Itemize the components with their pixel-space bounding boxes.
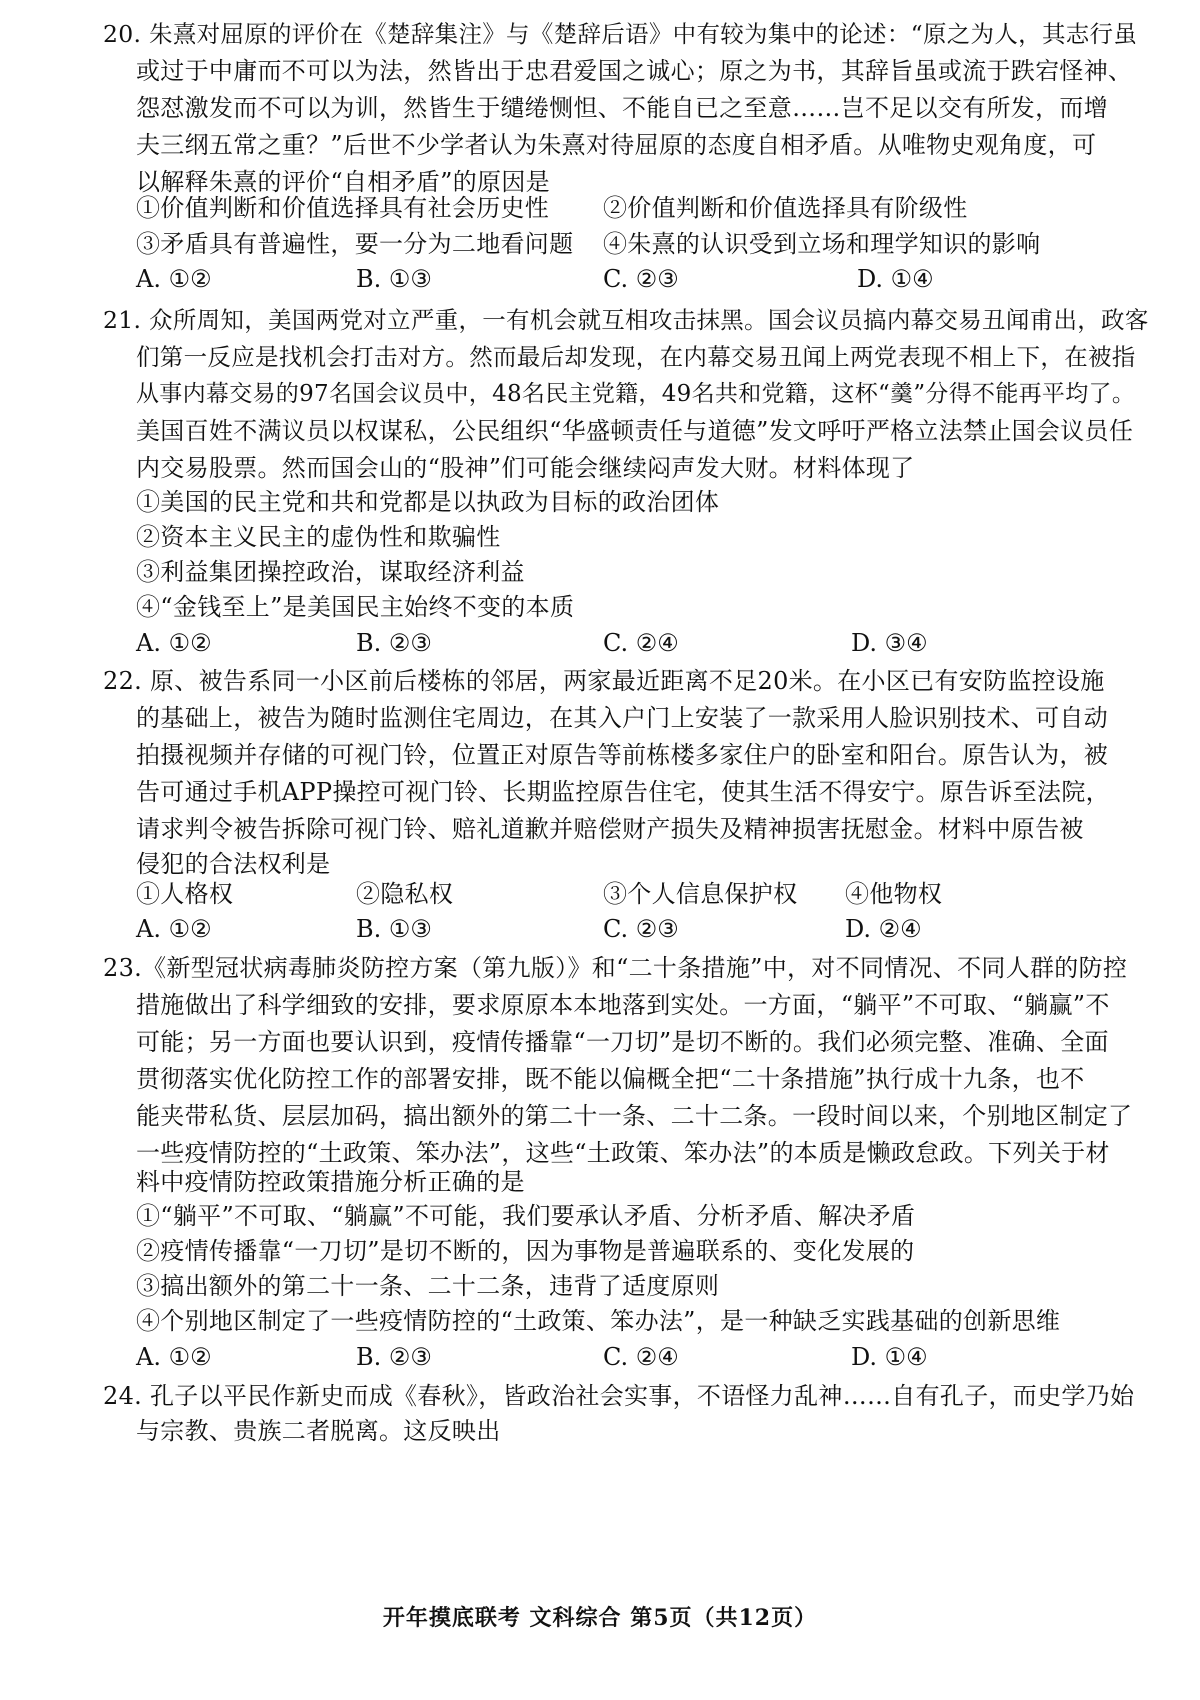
question-23-line-3: 可能；另一方面也要认识到，疫情传播靠“一刀切”是切不断的。我们必须完整、准确、全面 xyxy=(136,1028,1109,1056)
statement-23-4: ④个别地区制定了一些疫情防控的“土政策、笨办法”，是一种缺乏实践基础的创新思维 xyxy=(136,1307,1061,1335)
option-23-a: A. ①② xyxy=(136,1343,212,1371)
statement-22-2: ②隐私权 xyxy=(356,880,454,908)
options-23 xyxy=(0,1339,1200,1375)
option-20-a: A. ①② xyxy=(136,265,212,293)
option-21-b: B. ②③ xyxy=(356,629,432,657)
statement-22-4: ④他物权 xyxy=(845,880,943,908)
option-22-b: B. ①③ xyxy=(356,915,432,943)
question-24-line-2: 与宗教、贵族二者脱离。这反映出 xyxy=(136,1417,501,1445)
question-20-line-5: 以解释朱熹的评价“自相矛盾”的原因是 xyxy=(136,168,550,196)
statement-20-2: ②价值判断和价值选择具有阶级性 xyxy=(603,194,968,222)
option-20-d: D. ①④ xyxy=(857,265,934,293)
statement-20-1: ①价值判断和价值选择具有社会历史性 xyxy=(136,194,550,222)
question-21-line-3: 从事内幕交易的97名国会议员中，48名民主党籍，49名共和党籍，这杯“羹”分得不能再平均了。 xyxy=(136,381,1136,407)
question-20-line-3: 怨怼激发而不可以为训，然皆生于缱绻恻怛、不能自已之至意……岂不足以交有所发，而增 xyxy=(136,94,1108,122)
question-22-line-3: 拍摄视频并存储的可视门铃，位置正对原告等前栋楼多家住户的卧室和阳台。原告认为，被 xyxy=(136,741,1108,769)
options-21 xyxy=(0,625,1200,661)
question-21-line-4: 美国百姓不满议员以权谋私，公民组织“华盛顿责任与道德”发文呼吁严格立法禁止国会议员任 xyxy=(136,417,1134,445)
options-22 xyxy=(0,911,1200,947)
question-22-line-5: 请求判令被告拆除可视门铃、赔礼道歉并赔偿财产损失及精神损害抚慰金。材料中原告被 xyxy=(136,815,1084,843)
statement-20-3: ③矛盾具有普遍性，要一分为二地看问题 xyxy=(136,230,574,258)
question-23-line-2: 措施做出了科学细致的安排，要求原原本本地落到实处。一方面，“躺平”不可取、“躺赢”不 xyxy=(136,991,1110,1019)
question-21-line-5: 内交易股票。然而国会山的“股神”们可能会继续闷声发大财。材料体现了 xyxy=(136,454,915,482)
option-22-a: A. ①② xyxy=(136,915,212,943)
option-21-c: C. ②④ xyxy=(603,629,679,657)
option-20-b: B. ①③ xyxy=(356,265,432,293)
statement-21-1: ①美国的民主党和共和党都是以执政为目标的政治团体 xyxy=(136,488,720,516)
question-21-line-1: 21. 众所周知，美国两党对立严重，一有机会就互相攻击抹黑。国会议员搞内幕交易丑闻甫出，政客 xyxy=(103,306,1149,334)
question-20-line-2: 或过于中庸而不可以为法，然皆出于忠君爱国之诚心；原之为书，其辞旨虽或流于跌宕怪神、 xyxy=(136,57,1133,85)
statement-21-2: ②资本主义民主的虚伪性和欺骗性 xyxy=(136,523,501,551)
option-20-c: C. ②③ xyxy=(603,265,679,293)
question-20-line-1: 20. 朱熹对屈原的评价在《楚辞集注》与《楚辞后语》中有较为集中的论述：“原之为人，其志行虽 xyxy=(103,20,1138,48)
question-23-line-1: 23.《新型冠状病毒肺炎防控方案（第九版）》和“二十条措施”中，对不同情况、不同人群的防控 xyxy=(103,954,1128,982)
statement-21-4: ④“金钱至上”是美国民主始终不变的本质 xyxy=(136,593,575,621)
question-23-line-6: 一些疫情防控的“土政策、笨办法”，这些“土政策、笨办法”的本质是懒政怠政。下列关于材 xyxy=(136,1139,1110,1167)
option-21-a: A. ①② xyxy=(136,629,212,657)
question-23-line-4: 贯彻落实优化防控工作的部署安排，既不能以偏概全把“二十条措施”执行成十九条，也不 xyxy=(136,1065,1085,1093)
statement-23-3: ③搞出额外的第二十一条、二十二条，违背了适度原则 xyxy=(136,1272,720,1300)
option-23-d: D. ①④ xyxy=(851,1343,928,1371)
question-22-line-4: 告可通过手机APP操控可视门铃、长期监控原告住宅，使其生活不得安宁。原告诉至法院， xyxy=(136,778,1110,806)
statement-21-3: ③利益集团操控政治，谋取经济利益 xyxy=(136,558,525,586)
question-22-line-1: 22. 原、被告系同一小区前后楼栋的邻居，两家最近距离不足20米。在小区已有安防监控设施 xyxy=(103,667,1105,695)
statement-22-3: ③个人信息保护权 xyxy=(603,880,798,908)
statement-20-4: ④朱熹的认识受到立场和理学知识的影响 xyxy=(603,230,1041,258)
question-22-line-6: 侵犯的合法权利是 xyxy=(136,850,331,878)
option-23-c: C. ②④ xyxy=(603,1343,679,1371)
question-24-line-1: 24. 孔子以平民作新史而成《春秋》，皆政治社会实事，不语怪力乱神……自有孔子，而史学乃始 xyxy=(103,1382,1135,1410)
statement-23-2: ②疫情传播靠“一刀切”是切不断的，因为事物是普遍联系的、变化发展的 xyxy=(136,1237,915,1265)
statement-22-1: ①人格权 xyxy=(136,880,234,908)
statement-23-1: ①“躺平”不可取、“躺赢”不可能，我们要承认矛盾、分析矛盾、解决矛盾 xyxy=(136,1202,916,1230)
question-23-line-7: 料中疫情防控政策措施分析正确的是 xyxy=(136,1168,525,1196)
question-20-line-4: 夫三纲五常之重？”后世不少学者认为朱熹对待屈原的态度自相矛盾。从唯物史观角度，可 xyxy=(136,131,1097,159)
option-22-c: C. ②③ xyxy=(603,915,679,943)
page-footer: 开年摸底联考 文科综合 第5页（共12页） xyxy=(382,1605,818,1631)
option-21-d: D. ③④ xyxy=(851,629,928,657)
option-22-d: D. ②④ xyxy=(845,915,922,943)
question-22-line-2: 的基础上，被告为随时监测住宅周边，在其入户门上安装了一款采用人脸识别技术、可自动 xyxy=(136,704,1108,732)
options-20 xyxy=(0,261,1200,297)
question-21-line-2: 们第一反应是找机会打击对方。然而最后却发现，在内幕交易丑闻上两党表现不相上下，在被指 xyxy=(136,343,1136,371)
option-23-b: B. ②③ xyxy=(356,1343,432,1371)
question-23-line-5: 能夹带私货、层层加码，搞出额外的第二十一条、二十二条。一段时间以来，个别地区制定了 xyxy=(136,1102,1133,1130)
